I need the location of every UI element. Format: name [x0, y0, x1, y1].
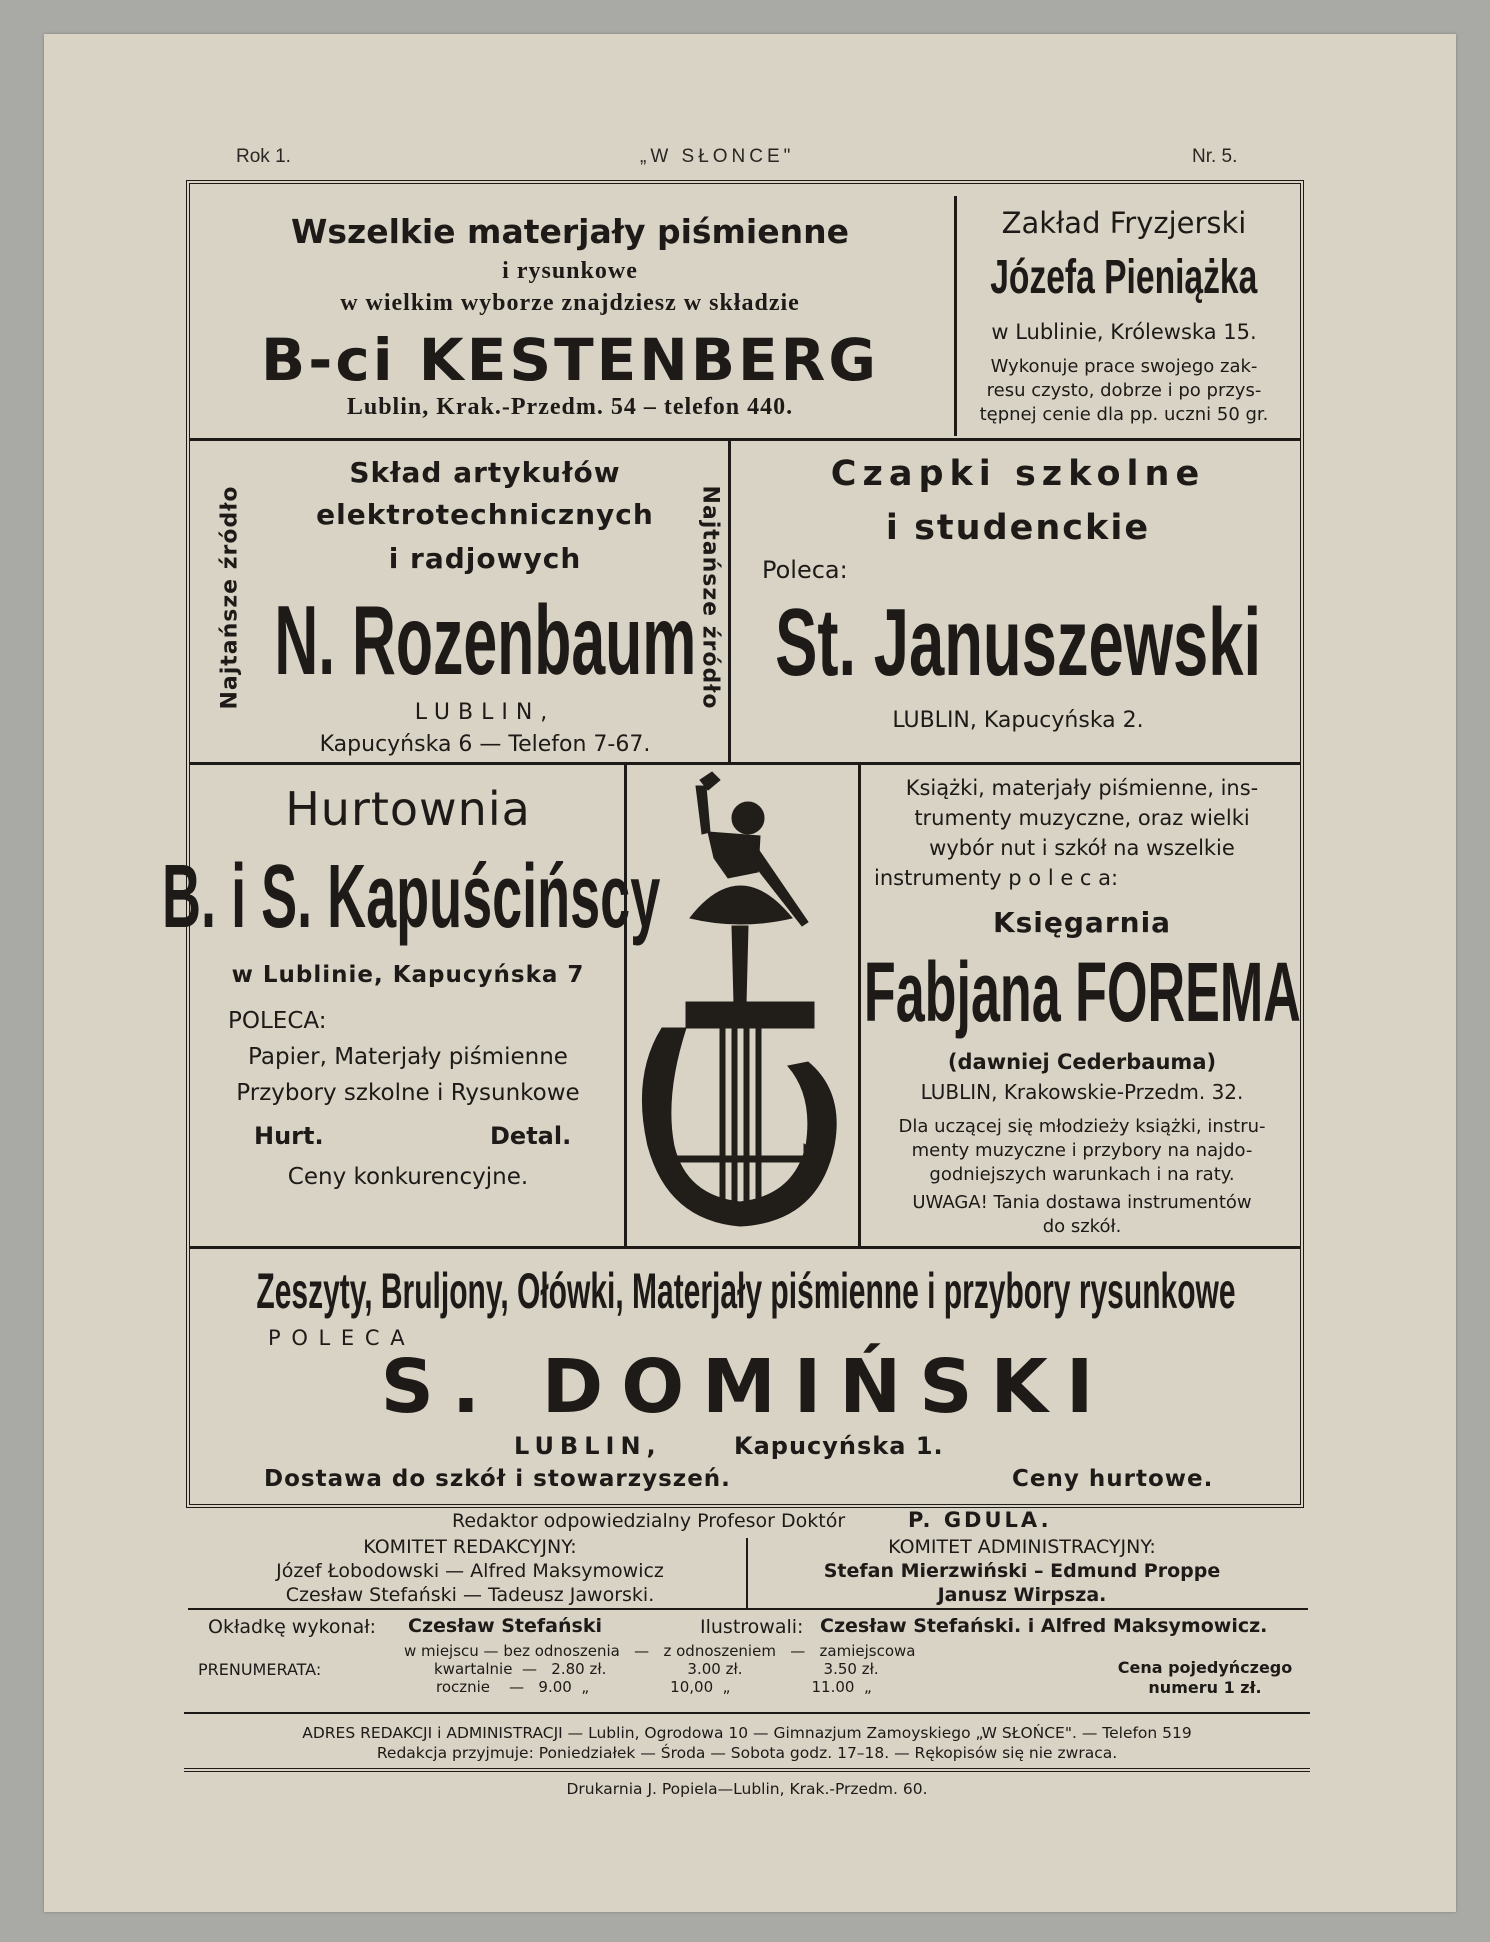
kapuscinscy-name: B. i S. Kapuścińscy — [162, 847, 661, 947]
rozenbaum-name-box — [250, 584, 720, 696]
rozenbaum-line1: Skład artykułów — [349, 456, 621, 489]
divider — [184, 1712, 1310, 1714]
dominski-address: Kapucyńska 1. — [734, 1432, 944, 1460]
divider — [190, 762, 1300, 765]
dominski-delivery: Dostawa do szkół i stowarzyszeń. — [264, 1466, 731, 1492]
rozenbaum-line3: i radjowych — [388, 542, 582, 575]
divider — [624, 764, 627, 1246]
rozenbaum-address: Kapucyńska 6 — Telefon 7-67. — [319, 732, 651, 757]
kapuscinscy-prices: Ceny konkurencyjne. — [287, 1164, 529, 1190]
kestenberg-address: Lublin, Krak.-Przedm. 54 – telefon 440. — [346, 394, 794, 420]
editorial-committee-title: KOMITET REDAKCYJNY: — [363, 1536, 577, 1558]
kestenberg-line1: Wszelkie materjały piśmienne — [290, 212, 849, 251]
divider — [954, 196, 957, 436]
dancer-torso — [708, 832, 760, 878]
kapuscinscy-poleca: POLECA: — [228, 1008, 327, 1034]
magazine-title: „W SŁONCE" — [640, 146, 795, 167]
forema-text5: do szkół. — [1042, 1216, 1122, 1237]
kapuscinscy-address: w Lublinie, Kapucyńska 7 — [231, 962, 585, 988]
forema-text4: UWAGA! Tania dostawa instrumentów — [912, 1192, 1252, 1213]
single-price-label: Cena pojedyńczego — [1117, 1658, 1293, 1677]
fryzjer-text3: tępnej cenie dla pp. uczni 50 gr. — [979, 404, 1269, 425]
raised-arm — [696, 786, 710, 834]
divider — [746, 1538, 748, 1608]
printer-info: Drukarnia J. Popiela—Lublin, Krak.-Przedm. 60. — [566, 1780, 928, 1798]
divider — [184, 1768, 1310, 1772]
kapuscinscy-line2: Przybory szkolne i Rysunkowe — [236, 1080, 580, 1106]
forema-text3: godniejszych warunkach i na raty. — [929, 1164, 1235, 1185]
lyre-string — [744, 1028, 749, 1208]
volume-label: Rok 1. — [236, 146, 291, 167]
forema-address: LUBLIN, Krakowskie-Przedm. 32. — [920, 1080, 1244, 1104]
dominski-headline: Zeszyty, Bruljony, Ołówki, Materjały piśmienne i przybory rysunkowe — [256, 1263, 1236, 1319]
kapuscinscy-hurt: Hurt. — [254, 1122, 324, 1150]
kapuscinscy-title: Hurtownia — [285, 782, 531, 836]
illustrators-names: Czesław Stefański. i Alfred Maksymowicz. — [820, 1615, 1268, 1637]
issue-number: Nr. 5. — [1192, 146, 1238, 167]
office-hours: Redakcja przyjmuje: Poniedziałek — Środa — Sobota godz. 17–18. — Rękopisów się nie zwraca. — [376, 1744, 1118, 1762]
januszewski-poleca: Poleca: — [762, 556, 848, 584]
dominski-name: S. DOMIŃSKI — [380, 1344, 1112, 1430]
subscription-yearly: rocznie — 9.00 „ 10,00 „ 11.00 „ — [436, 1678, 872, 1696]
januszewski-address: LUBLIN, Kapucyńska 2. — [892, 708, 1144, 733]
januszewski-line1: Czapki szkolne — [830, 454, 1206, 494]
editor-label: Redaktor odpowiedzialny Profesor Doktór — [452, 1510, 846, 1532]
dominski-city: LUBLIN, — [514, 1432, 662, 1460]
forema-name: Fabjana FOREMA — [863, 945, 1301, 1039]
kapuscinscy-name-box — [162, 846, 661, 956]
januszewski-name-box — [740, 588, 1296, 698]
lyre-string — [732, 1028, 737, 1208]
illustrators-label: Ilustrowali: — [700, 1616, 804, 1638]
forema-line4: instrumenty p o l e c a: — [874, 866, 1119, 890]
single-price-value: numeru 1 zł. — [1148, 1678, 1262, 1697]
fryzjer-name-box — [962, 250, 1286, 320]
kestenberg-line2: i rysunkowe — [502, 258, 638, 284]
kapuscinscy-detal: Detal. — [490, 1122, 572, 1150]
divider — [858, 764, 861, 1246]
forema-line2: trumenty muzyczne, oraz wielki — [914, 806, 1250, 830]
fryzjer-name: Józefa Pieniążka — [990, 251, 1258, 304]
lyre-dancer-illustration — [628, 766, 856, 1246]
fryzjer-text2: resu czysto, dobrze i po przys- — [986, 380, 1262, 401]
forema-line3: wybór nut i szkół na wszelkie — [929, 836, 1235, 860]
rozenbaum-side-label: Najtańsze źródło — [217, 485, 243, 710]
fryzjer-address: w Lublinie, Królewska 15. — [991, 320, 1257, 344]
editorial-address: ADRES REDAKCJI i ADMINISTRACJI — Lublin, Ogrodowa 10 — Gimnazjum Zamoyskiego „W SŁOŃCE". — Telefon 519 — [302, 1724, 1192, 1742]
forema-bookshop: Księgarnia — [992, 906, 1172, 939]
admin-committee-row1: Stefan Mierzwiński – Edmund Proppe — [823, 1560, 1221, 1582]
rozenbaum-line2: elektrotechnicznych — [316, 498, 654, 531]
kapuscinscy-line1: Papier, Materjały piśmienne — [248, 1044, 568, 1070]
editorial-committee-row1: Józef Łobodowski — Alfred Maksymowicz — [276, 1560, 664, 1582]
admin-committee-title: KOMITET ADMINISTRACYJNY: — [888, 1536, 1156, 1558]
januszewski-side-label: Najtańsze źródło — [697, 485, 723, 710]
forema-text2: menty muzyczne i przybory na najdo- — [911, 1140, 1253, 1161]
lyre-string — [720, 1028, 725, 1208]
admin-committee-row2: Janusz Wirpsza. — [937, 1584, 1107, 1606]
dancer-head — [732, 802, 764, 834]
dominski-headline-box — [196, 1262, 1296, 1324]
forema-text1: Dla uczącej się młodzieży książki, instru- — [898, 1116, 1266, 1137]
divider — [188, 1608, 1308, 1610]
divider — [190, 438, 1300, 441]
januszewski-line2: i studenckie — [885, 508, 1151, 548]
divider — [728, 440, 731, 762]
forema-name-box — [863, 944, 1301, 1048]
subscription-quarterly: kwartalnie — 2.80 zł. 3.00 zł. 3.50 zł. — [434, 1660, 879, 1678]
editorial-committee-row2: Czesław Stefański — Tadeusz Jaworski. — [285, 1584, 655, 1606]
rozenbaum-city: LUBLIN, — [414, 700, 556, 725]
fryzjer-title: Zakład Fryzjerski — [1001, 206, 1247, 240]
editor-name: P. GDULA. — [908, 1508, 1052, 1532]
forema-line1: Książki, materjały piśmienne, ins- — [905, 776, 1259, 800]
subscription-label: PRENUMERATA: — [198, 1660, 322, 1679]
arrow-shaft — [668, 1156, 808, 1162]
rozenbaum-name: N. Rozenbaum — [274, 585, 696, 695]
kestenberg-line3: w wielkim wyborze znajdziesz w składzie — [340, 290, 800, 316]
dominski-prices: Ceny hurtowe. — [1012, 1466, 1214, 1492]
fryzjer-text1: Wykonuje prace swojego zak- — [990, 356, 1258, 377]
cover-author: Czesław Stefański — [408, 1615, 602, 1637]
januszewski-name: St. Januszewski — [775, 589, 1261, 696]
lyre-crossbar — [686, 1002, 814, 1028]
kestenberg-name: B-ci KESTENBERG — [261, 326, 879, 394]
dancer-leg — [732, 926, 748, 1004]
cover-label: Okładkę wykonał: — [208, 1616, 377, 1638]
forema-previous: (dawniej Cederbauma) — [947, 1050, 1217, 1074]
dominski-poleca: P O L E C A — [268, 1326, 407, 1350]
divider — [190, 1246, 1300, 1249]
subscription-header: w miejscu — bez odnoszenia — z odnoszeniem — zamiejscowa — [404, 1642, 916, 1660]
lyre-string — [756, 1028, 761, 1208]
lyre-frame — [642, 1028, 836, 1226]
